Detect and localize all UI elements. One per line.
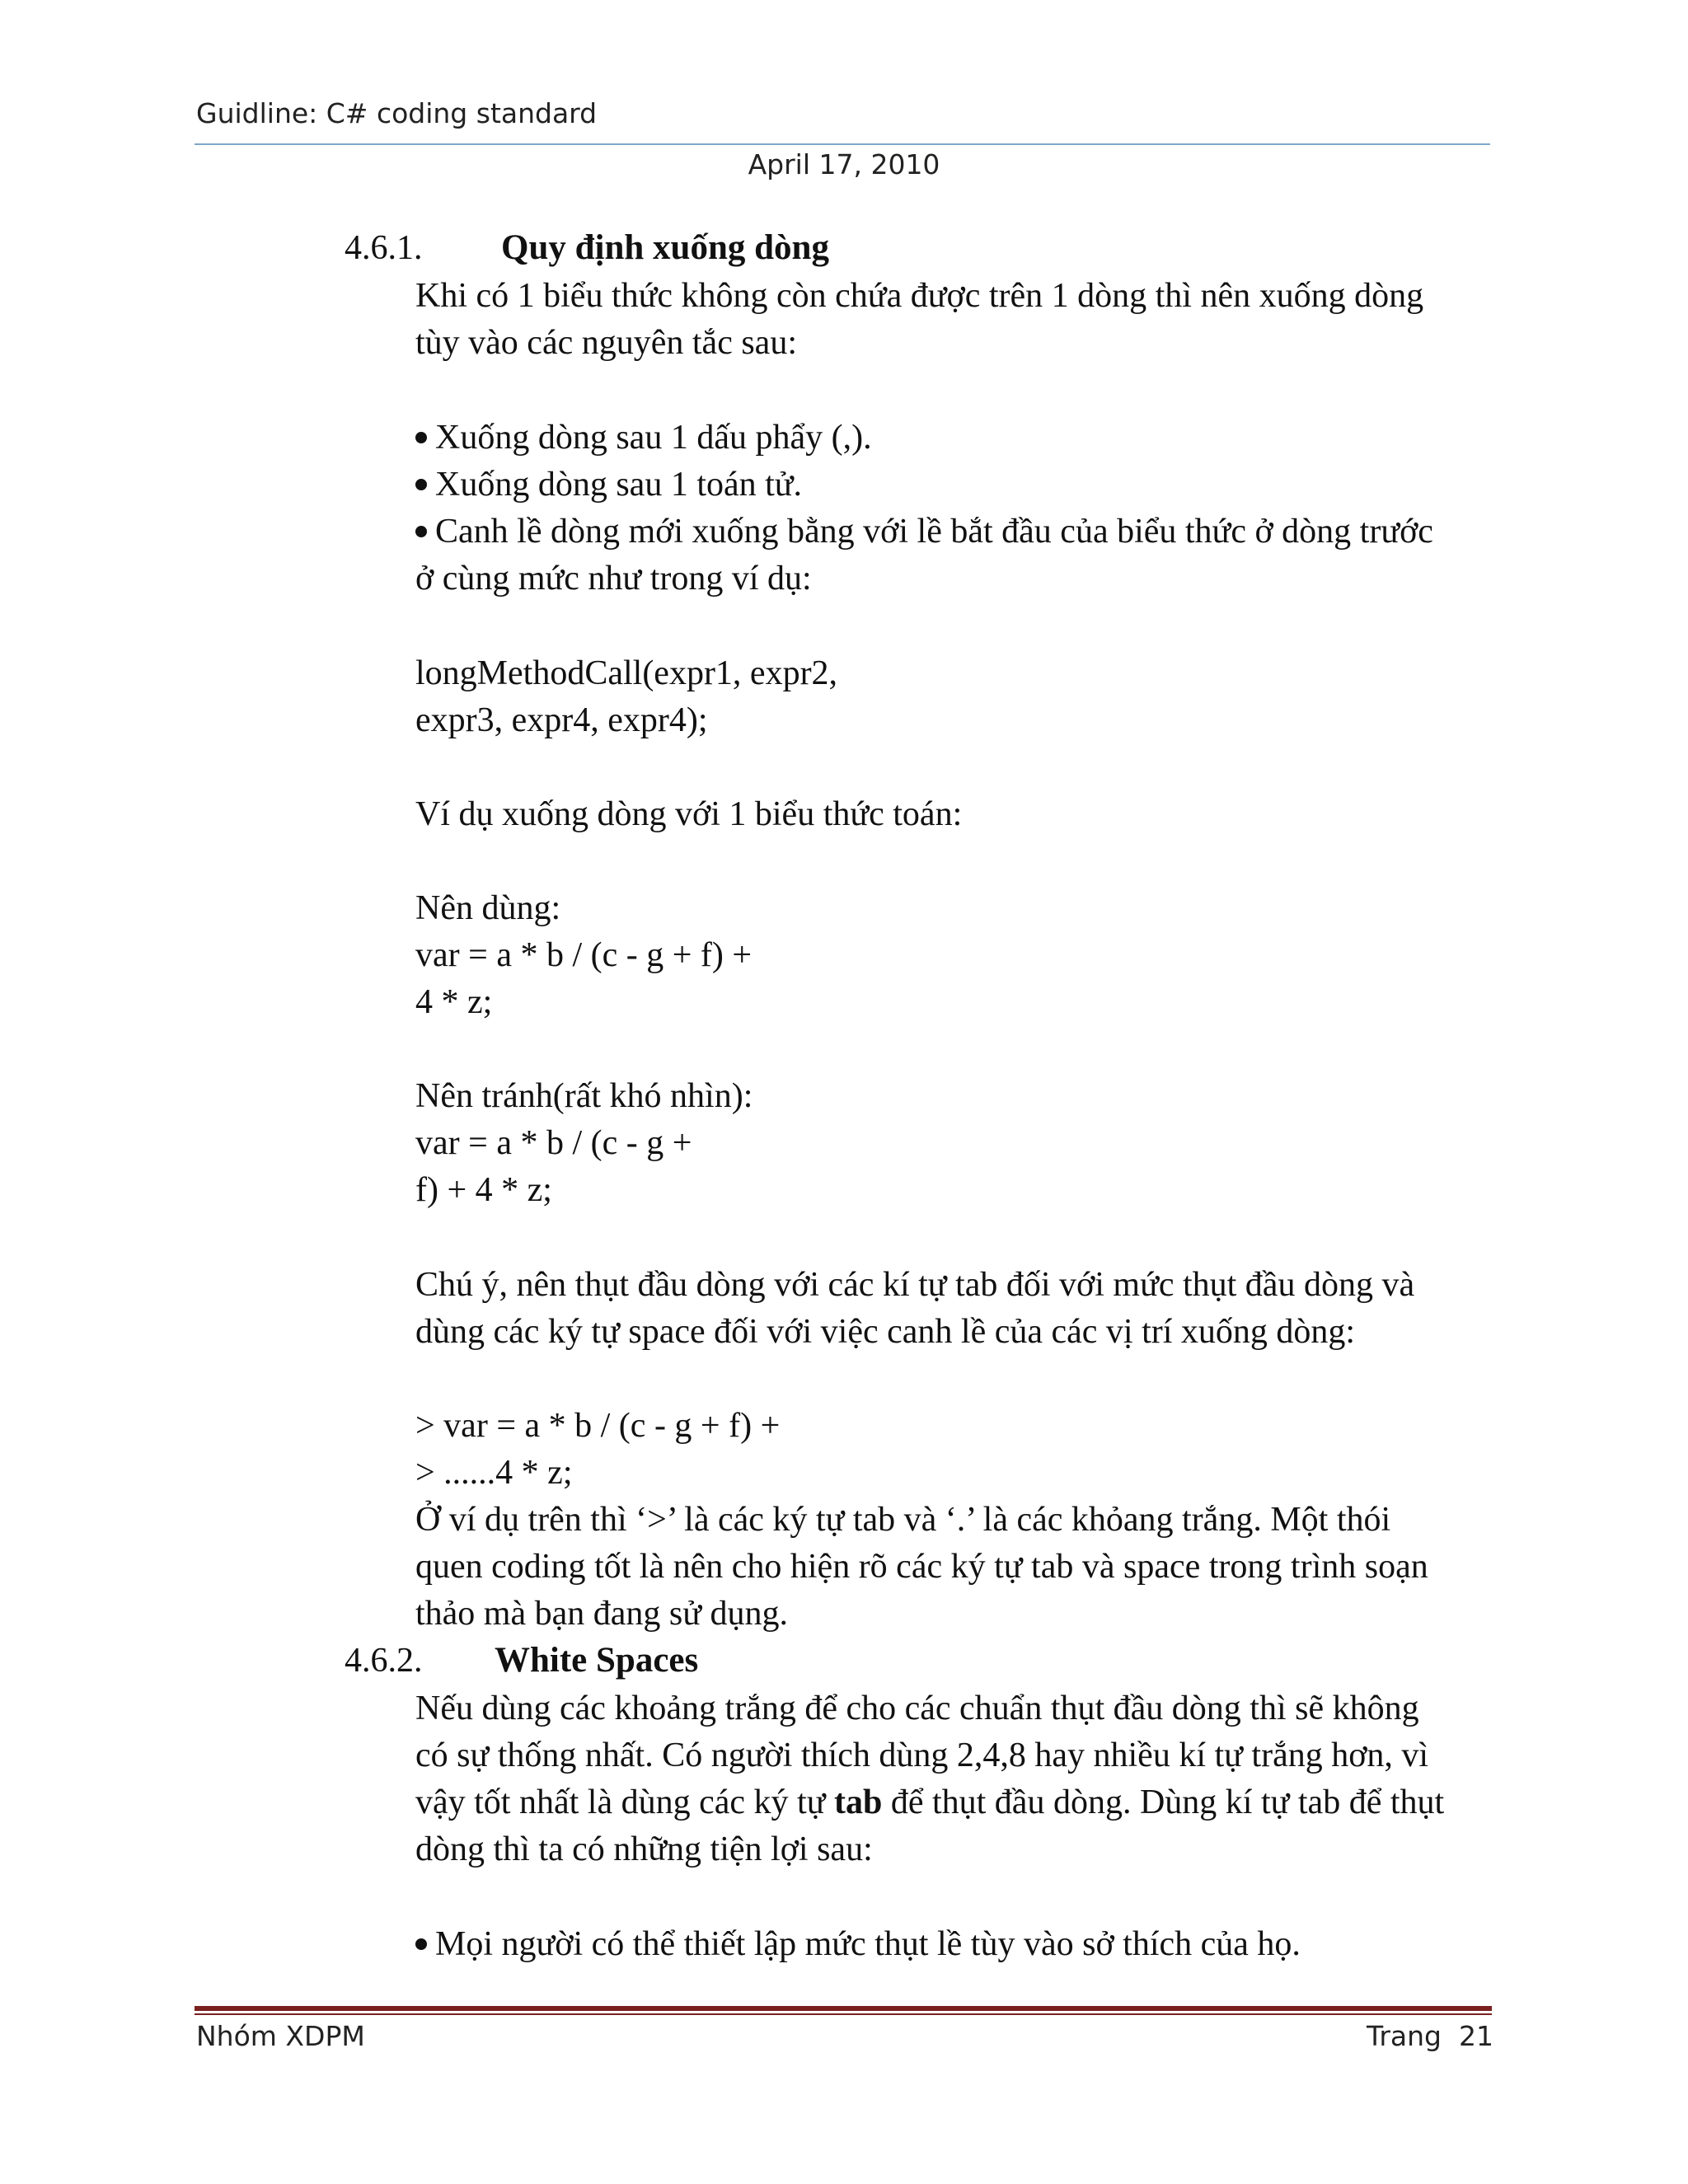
code-line: > ......4 * z; <box>415 1454 573 1492</box>
section-title: Quy định xuống dòng <box>501 228 829 267</box>
paragraph-line: thảo mà bạn đang sử dụng. <box>415 1595 789 1633</box>
bullet-icon <box>415 479 427 490</box>
paragraph-line: Ví dụ xuống dòng với 1 biểu thức toán: <box>415 795 963 833</box>
code-line: var = a * b / (c - g + <box>415 1124 692 1162</box>
code-line: longMethodCall(expr1, expr2, <box>415 654 838 692</box>
section-title: White Spaces <box>495 1641 699 1680</box>
header-date: April 17, 2010 <box>748 148 940 180</box>
paragraph-line: có sự thống nhất. Có người thích dùng 2,4,8 hay nhiều kí tự trắng hơn, vì <box>415 1736 1429 1774</box>
footer-divider <box>195 2006 1492 2011</box>
paragraph-line: dòng thì ta có những tiện lợi sau: <box>415 1830 873 1868</box>
list-item: Xuống dòng sau 1 toán tử. <box>415 461 802 509</box>
code-line: 4 * z; <box>415 983 493 1021</box>
list-item: Mọi người có thể thiết lập mức thụt lề tùy vào sở thích của họ. <box>415 1920 1301 1968</box>
footer-divider-thin <box>195 2013 1492 2015</box>
section-number: 4.6.1. <box>345 229 423 267</box>
code-line: expr3, expr4, expr4); <box>415 701 708 739</box>
footer-group: Nhóm XDPM <box>196 2020 365 2052</box>
paragraph-line: Ở ví dụ trên thì ‘>’ là các ký tự tab và ‘.’ là các khỏang trắng. Một thói <box>415 1501 1391 1539</box>
code-line: > var = a * b / (c - g + f) + <box>415 1407 781 1445</box>
bold-keyword: tab <box>833 1783 883 1821</box>
paragraph-line: Nếu dùng các khoảng trắng để cho các chuẩn thụt đầu dòng thì sẽ không <box>415 1690 1419 1727</box>
paragraph-line: tùy vào các nguyên tắc sau: <box>415 324 797 362</box>
paragraph-line: Nên tránh(rất khó nhìn): <box>415 1077 753 1115</box>
list-item: Xuống dòng sau 1 dấu phẩy (,). <box>415 414 872 462</box>
section-number: 4.6.2. <box>345 1642 423 1680</box>
code-line: f) + 4 * z; <box>415 1171 552 1209</box>
paragraph-line: Nên dùng: <box>415 889 561 927</box>
paragraph-line: ở cùng mức như trong ví dụ: <box>415 560 812 598</box>
header-divider <box>195 143 1490 145</box>
paragraph-line: vậy tốt nhất là dùng các ký tự tab để thụt đầu dòng. Dùng kí tự tab để thụt <box>415 1783 1445 1821</box>
paragraph-line: Khi có 1 biểu thức không còn chứa được trên 1 dòng thì nên xuống dòng <box>415 277 1424 315</box>
bullet-icon <box>415 1938 427 1950</box>
header-title: Guidline: C# coding standard <box>196 97 598 129</box>
bullet-icon <box>415 526 427 537</box>
code-line: var = a * b / (c - g + f) + <box>415 936 753 974</box>
paragraph-line: Chú ý, nên thụt đầu dòng với các kí tự tab đối với mức thụt đầu dòng và <box>415 1266 1415 1304</box>
bullet-icon <box>415 432 427 443</box>
paragraph-line: quen coding tốt là nên cho hiện rõ các ký tự tab và space trong trình soạn <box>415 1548 1428 1586</box>
list-item: Canh lề dòng mới xuống bằng với lề bắt đầu của biểu thức ở dòng trước <box>415 508 1433 555</box>
paragraph-line: dùng các ký tự space đối với việc canh lề của các vị trí xuống dòng: <box>415 1313 1356 1351</box>
page-number: Trang 21 <box>1367 2020 1493 2052</box>
